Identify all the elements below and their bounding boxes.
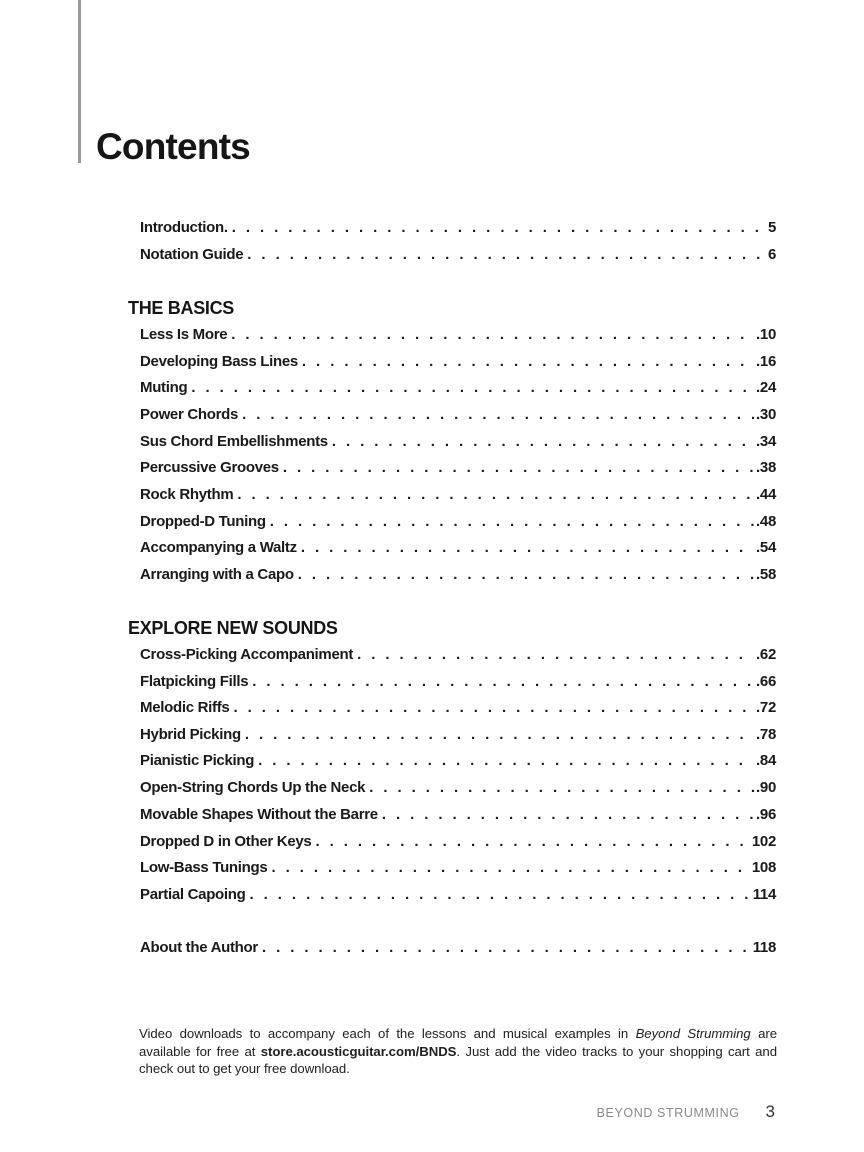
toc-entry-label: Movable Shapes Without the Barre (140, 806, 378, 823)
toc-entry-page: .34 (756, 433, 776, 450)
dot-leader (301, 539, 754, 556)
toc-entry[interactable] (140, 859, 776, 881)
toc-entry[interactable] (140, 486, 776, 508)
note-book-title: Beyond Strumming (635, 1026, 751, 1041)
video-download-note (139, 1025, 777, 1078)
toc-entry-label: Developing Bass Lines (140, 353, 298, 370)
dot-leader (232, 219, 766, 236)
dot-leader (369, 779, 754, 796)
toc-entry-label: Percussive Grooves (140, 459, 279, 476)
dot-leader (258, 752, 754, 769)
dot-leader (237, 486, 754, 503)
toc-entry-notation-guide[interactable] (140, 246, 776, 268)
toc-entry-label: Muting (140, 379, 188, 396)
toc-entry-page: 108 (751, 859, 776, 876)
toc-entry[interactable] (140, 326, 776, 348)
toc-entry[interactable] (140, 752, 776, 774)
toc-entry[interactable] (140, 673, 776, 695)
toc-entry-label: Notation Guide (140, 246, 244, 263)
toc-entry-page: 5 (767, 219, 776, 236)
toc-entry-label: Dropped-D Tuning (140, 513, 266, 530)
toc-entry-label: Less Is More (140, 326, 228, 343)
dot-leader (245, 726, 754, 743)
toc-entry-page: .48 (756, 513, 776, 530)
toc-entry-page: .38 (756, 459, 776, 476)
dot-leader (332, 433, 754, 450)
toc-entry[interactable] (140, 886, 776, 908)
toc-entry-label: Arranging with a Capo (140, 566, 294, 583)
toc-entry-page: 6 (767, 246, 776, 263)
toc-entry-label: Open-String Chords Up the Neck (140, 779, 366, 796)
toc-entry[interactable] (140, 646, 776, 668)
toc-entry-page: .84 (756, 752, 776, 769)
toc-entry-page: .30 (756, 406, 776, 423)
dot-leader (191, 379, 754, 396)
toc-entry[interactable] (140, 566, 776, 588)
dot-leader (262, 939, 751, 956)
dot-leader (283, 459, 754, 476)
toc-entry-label: Flatpicking Fills (140, 673, 249, 690)
toc-entry-label: Rock Rhythm (140, 486, 234, 503)
toc-entry[interactable] (140, 459, 776, 481)
toc-entry-page: .16 (756, 353, 776, 370)
dot-leader (270, 513, 754, 530)
toc-entry-label: Partial Capoing (140, 886, 246, 903)
toc-entry-label: Power Chords (140, 406, 239, 423)
page-number: 3 (765, 1102, 775, 1121)
toc-entry[interactable] (140, 539, 776, 561)
dot-leader (231, 326, 754, 343)
dot-leader (252, 673, 754, 690)
toc-entry-label: Cross-Picking Accompaniment (140, 646, 354, 663)
note-text: are available for free at (139, 1026, 777, 1059)
dot-leader (271, 859, 749, 876)
toc-entry[interactable] (140, 353, 776, 375)
toc-entry-label: Pianistic Picking (140, 752, 255, 769)
toc-entry-page: .24 (756, 379, 776, 396)
toc-entry[interactable] (140, 779, 776, 801)
toc-entry[interactable] (140, 513, 776, 535)
toc-entry-page: 102 (751, 833, 776, 850)
toc-entry-page: .90 (756, 779, 776, 796)
toc-entry-page: .10 (756, 326, 776, 343)
toc-entry-page: .72 (756, 699, 776, 716)
dot-leader (247, 246, 766, 263)
toc-entry[interactable] (140, 699, 776, 721)
toc-entry-label: Melodic Riffs (140, 699, 230, 716)
toc-entry-label: Low-Bass Tunings (140, 859, 268, 876)
dot-leader (382, 806, 754, 823)
note-text: . Just add the video tracks to your shopping cart and check out to get your free download. (139, 1043, 777, 1076)
toc-entry-label: Dropped D in Other Keys (140, 833, 312, 850)
dot-leader (315, 833, 749, 850)
dot-leader (250, 886, 751, 903)
store-url-link[interactable]: store.acousticguitar.com/BNDS (260, 1043, 457, 1059)
toc-entry-page: .96 (756, 806, 776, 823)
toc-entry-page: .66 (756, 673, 776, 690)
toc-entry-page: .44 (756, 486, 776, 503)
dot-leader (357, 646, 754, 663)
toc-entry[interactable] (140, 406, 776, 428)
toc-entry[interactable] (140, 433, 776, 455)
page-title: Contents (96, 126, 250, 167)
dot-leader (302, 353, 754, 370)
toc-entry[interactable] (140, 379, 776, 401)
dot-leader (242, 406, 754, 423)
toc-entry-label: Sus Chord Embellishments (140, 433, 328, 450)
footer-book-title: BEYOND STRUMMING (596, 1106, 740, 1120)
toc-entry-page: 118 (752, 939, 776, 956)
toc-entry-label: Accompanying a Waltz (140, 539, 297, 556)
section-heading-the-basics: THE BASICS (128, 298, 235, 318)
toc-entry-page: .78 (756, 726, 776, 743)
toc-entry-about-the-author[interactable] (140, 939, 776, 961)
note-text: Video downloads to accompany each of the lessons and musical examples in (139, 1026, 636, 1041)
toc-entry-page: .58 (756, 566, 776, 583)
toc-entry-label: About the Author (140, 939, 258, 956)
dot-leader (298, 566, 754, 583)
toc-entry[interactable] (140, 833, 776, 855)
page-footer (597, 1102, 775, 1122)
dot-leader (233, 699, 754, 716)
toc-entry-label: Introduction. (140, 219, 228, 236)
toc-entry[interactable] (140, 726, 776, 748)
toc-entry-page: .54 (756, 539, 776, 556)
toc-entry-label: Hybrid Picking (140, 726, 241, 743)
toc-entry-page: 114 (752, 886, 776, 903)
section-heading-explore-new-sounds: EXPLORE NEW SOUNDS (128, 618, 338, 638)
toc-entry-page: .62 (756, 646, 776, 663)
toc-entry[interactable] (140, 806, 776, 828)
toc-entry-introduction[interactable] (140, 219, 776, 241)
